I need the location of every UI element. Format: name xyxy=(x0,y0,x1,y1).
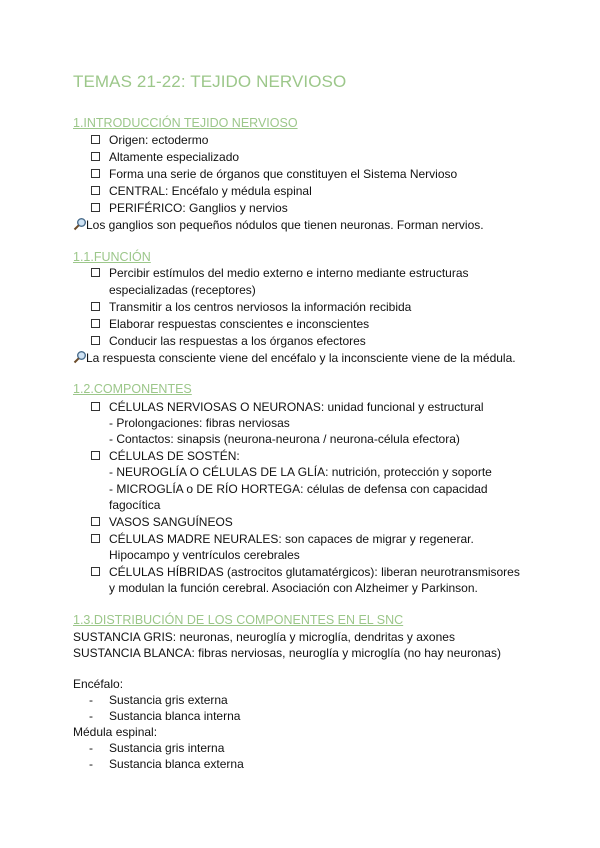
checkbox[interactable] xyxy=(91,451,100,460)
list-item: CÉLULAS DE SOSTÉN: xyxy=(109,449,240,463)
section-heading-introduccion: 1.INTRODUCCIÓN TEJIDO NERVIOSO xyxy=(73,116,298,130)
checkbox[interactable] xyxy=(91,517,100,526)
list-item: PERIFÉRICO: Ganglios y nervios xyxy=(109,201,288,215)
list-item-continuation: especializadas (receptores) xyxy=(109,283,256,297)
checkbox[interactable] xyxy=(91,152,100,161)
medula-label: Médula espinal: xyxy=(73,725,158,739)
list-item: CÉLULAS NERVIOSAS O NEURONAS: unidad funcional y estructural xyxy=(109,400,484,414)
sub-item-continuation: fagocítica xyxy=(109,498,161,512)
page-title: TEMAS 21-22: TEJIDO NERVIOSO xyxy=(73,72,347,91)
sub-item: - Contactos: sinapsis (neurona-neurona / neurona-célula efectora) xyxy=(109,432,460,446)
sub-item: - Prolongaciones: fibras nerviosas xyxy=(109,416,290,430)
section-heading-componentes: 1.2.COMPONENTES xyxy=(73,382,192,396)
checkbox[interactable] xyxy=(91,567,100,576)
list-item: CENTRAL: Encéfalo y médula espinal xyxy=(109,184,312,198)
dash-bullet: - xyxy=(89,741,93,755)
list-item: Sustancia gris externa xyxy=(109,693,228,707)
checkbox[interactable] xyxy=(91,534,100,543)
paragraph-sustancia-gris: SUSTANCIA GRIS: neuronas, neuroglía y microglía, dendritas y axones xyxy=(73,630,455,644)
checkbox[interactable] xyxy=(91,336,100,345)
checkbox[interactable] xyxy=(91,169,100,178)
checkbox[interactable] xyxy=(91,203,100,212)
magnifier-icon xyxy=(73,217,87,236)
list-item: CÉLULAS MADRE NEURALES: son capaces de migrar y regenerar. xyxy=(109,532,474,546)
checkbox[interactable] xyxy=(91,135,100,144)
sub-item: - NEUROGLÍA O CÉLULAS DE LA GLÍA: nutrición, protección y soporte xyxy=(109,465,492,479)
section-heading-funcion: 1.1.FUNCIÓN xyxy=(73,250,151,264)
paragraph-sustancia-blanca: SUSTANCIA BLANCA: fibras nerviosas, neuroglía y microglía (no hay neuronas) xyxy=(73,646,501,660)
list-item: Altamente especializado xyxy=(109,150,240,164)
list-item: Sustancia gris interna xyxy=(109,741,225,755)
checkbox[interactable] xyxy=(91,302,100,311)
list-item: Sustancia blanca externa xyxy=(109,757,244,771)
checkbox[interactable] xyxy=(91,268,100,277)
list-item: Percibir estímulos del medio externo e interno mediante estructuras xyxy=(109,266,469,280)
checkbox[interactable] xyxy=(91,402,100,411)
dash-bullet: - xyxy=(89,757,93,771)
sub-item: - MICROGLÍA o DE RÍO HORTEGA: células de defensa con capacidad xyxy=(109,482,488,496)
list-item: Transmitir a los centros nerviosos la información recibida xyxy=(109,300,412,314)
list-item: Origen: ectodermo xyxy=(109,133,209,147)
list-item: Conducir las respuestas a los órganos efectores xyxy=(109,334,366,348)
list-item: CÉLULAS HÍBRIDAS (astrocitos glutamatérgicos): liberan neurotransmisores xyxy=(109,565,520,579)
checkbox[interactable] xyxy=(91,186,100,195)
dash-bullet: - xyxy=(89,693,93,707)
list-item: Sustancia blanca interna xyxy=(109,709,241,723)
list-item: Elaborar respuestas conscientes e inconscientes xyxy=(109,317,370,331)
encefalo-label: Encéfalo: xyxy=(73,677,124,691)
list-item: Forma una serie de órganos que constituyen el Sistema Nervioso xyxy=(109,167,458,181)
section-heading-distribucion: 1.3.DISTRIBUCIÓN DE LOS COMPONENTES EN EL SNC xyxy=(73,613,404,627)
dash-bullet: - xyxy=(89,709,93,723)
checkbox[interactable] xyxy=(91,319,100,328)
note-text: La respuesta consciente viene del encéfalo y la inconsciente viene de la médula. xyxy=(86,351,516,365)
list-item-continuation: Hipocampo y ventrículos cerebrales xyxy=(109,548,300,562)
magnifier-icon xyxy=(73,350,87,369)
list-item: VASOS SANGUÍNEOS xyxy=(109,515,233,529)
list-item-continuation: y modulan la función cerebral. Asociación con Alzheimer y Parkinson. xyxy=(109,581,478,595)
note-text: Los ganglios son pequeños nódulos que tienen neuronas. Forman nervios. xyxy=(86,218,484,232)
